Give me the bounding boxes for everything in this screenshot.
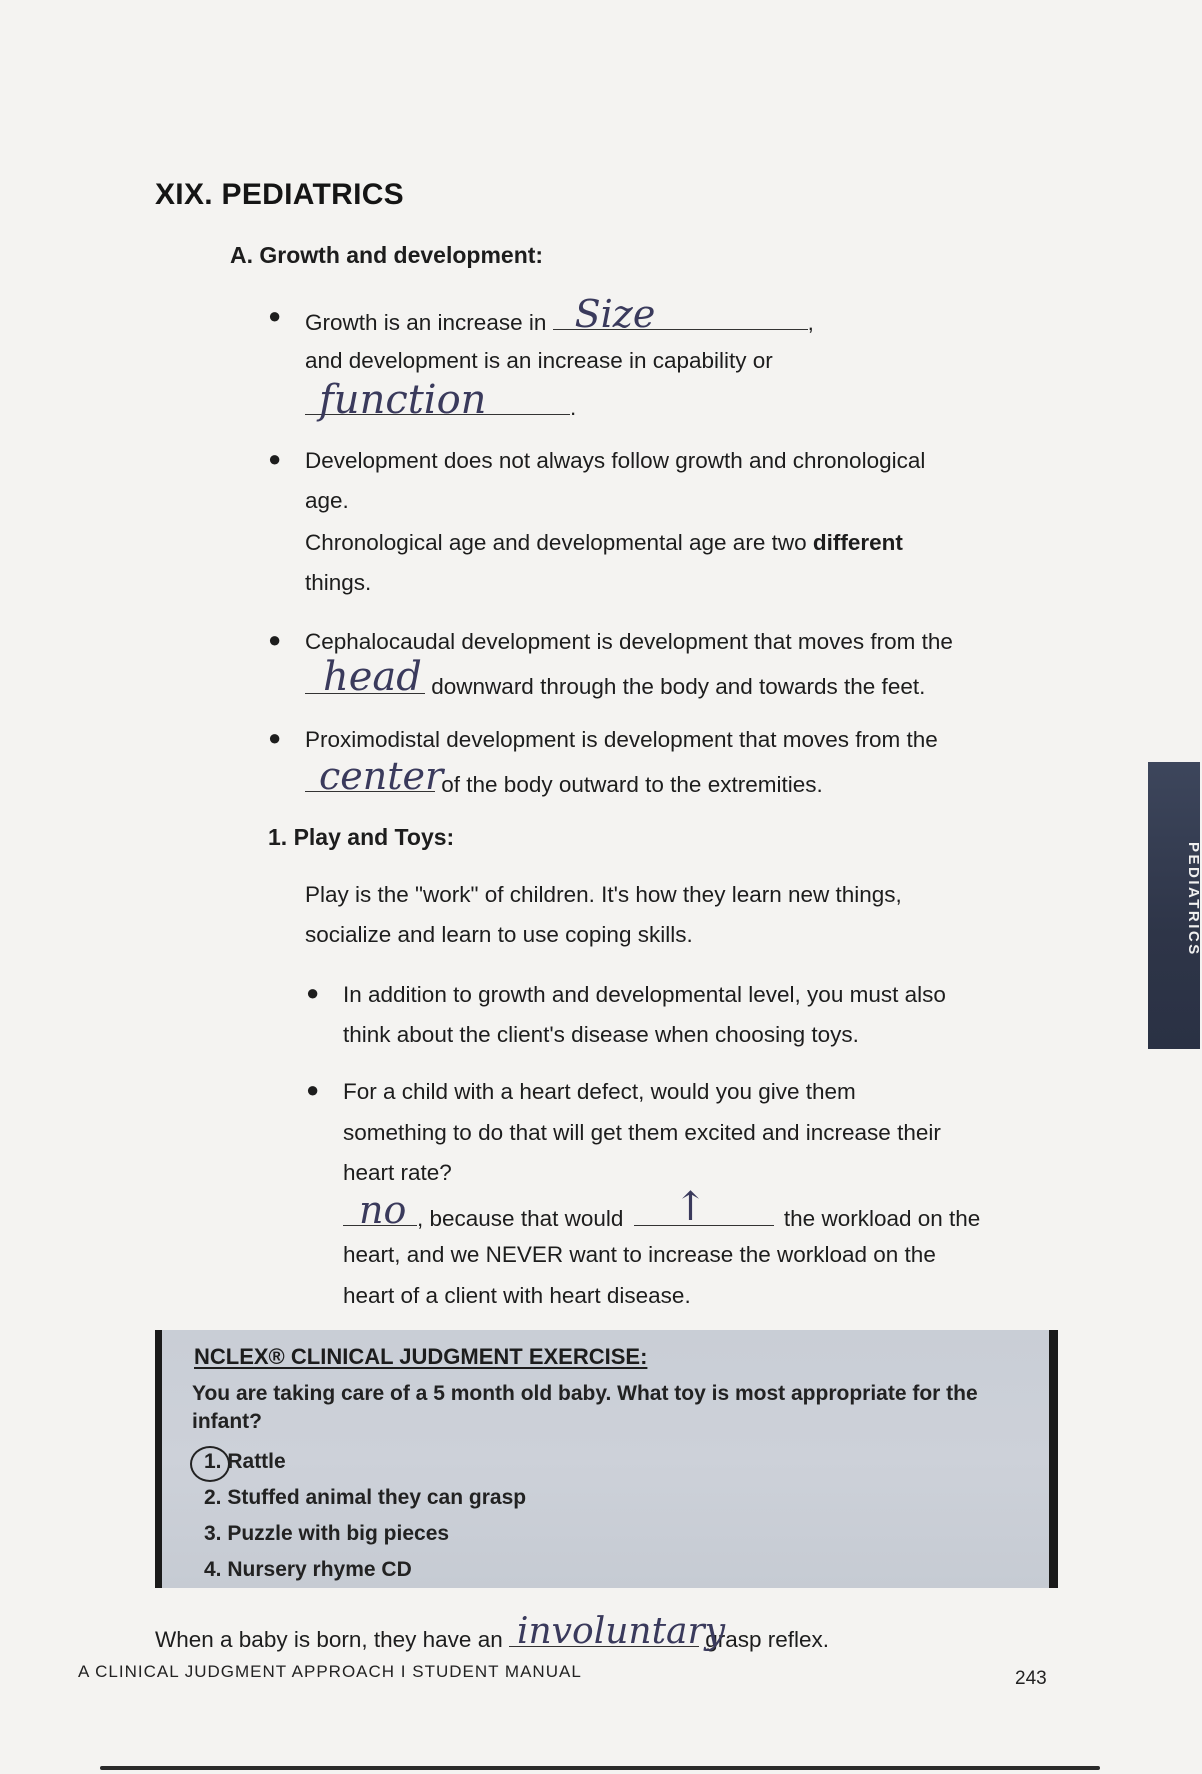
- toys-sb2-line1: For a child with a heart defect, would you give them: [343, 1079, 856, 1104]
- bullet-dot: ●: [268, 725, 282, 750]
- proximo-line1: Proximodistal development is development that moves from the: [305, 727, 938, 752]
- toys-sb2-tail: the workload on the: [783, 1206, 981, 1231]
- reflex-post: grasp reflex.: [705, 1627, 830, 1652]
- handwritten-up-arrow-icon: ↑: [673, 1184, 708, 1230]
- dev-line3: [305, 528, 903, 558]
- toys-sb2-line2: something to do that will get them excited and increase their: [343, 1120, 941, 1145]
- toys-sb2-line6: heart of a client with heart disease.: [343, 1283, 691, 1308]
- toys-sb1-line2: think about the client's disease when choosing toys.: [343, 1022, 859, 1047]
- handwritten-involuntary: involuntary: [516, 1611, 726, 1652]
- handwritten-center: center: [319, 754, 444, 798]
- dev-different-bold: different: [812, 530, 903, 555]
- exercise-option-2[interactable]: 2. Stuffed animal they can grasp: [204, 1486, 527, 1509]
- answer-blank-no[interactable]: [343, 1188, 417, 1232]
- play-para2: socialize and learn to use coping skills.: [305, 922, 693, 947]
- dev-line3-text: Chronological age and developmental age are two: [305, 530, 807, 555]
- exercise-option-4[interactable]: 4. Nursery rhyme CD: [204, 1558, 412, 1581]
- toys-sb2-line4: [343, 1184, 981, 1234]
- play-toys-title: 1. Play and Toys:: [268, 824, 455, 850]
- answer-blank-center[interactable]: [305, 754, 444, 798]
- section-title: XIX. PEDIATRICS: [155, 178, 404, 211]
- cephalo-line1: Cephalocaudal development is development that moves from the: [305, 629, 953, 654]
- bullet-dot: ●: [268, 627, 282, 652]
- proximo-line2: [305, 754, 823, 800]
- reflex-line: [155, 1611, 830, 1655]
- reflex-pre: When a baby is born, they have an: [155, 1627, 503, 1652]
- bottom-edge-rule: [100, 1766, 1100, 1770]
- exercise-option-3[interactable]: 3. Puzzle with big pieces: [204, 1522, 450, 1545]
- toys-sb1-line1: In addition to growth and developmental level, you must also: [343, 982, 946, 1007]
- handwritten-function: function: [319, 377, 487, 423]
- handwritten-no: no: [359, 1188, 407, 1232]
- bullet-dot: ●: [306, 980, 320, 1005]
- answer-blank-head[interactable]: [305, 654, 425, 700]
- handwritten-head: head: [323, 654, 422, 700]
- dev-line1: Development does not always follow growth and chronological: [305, 448, 926, 473]
- bullet-dot: ●: [306, 1077, 320, 1102]
- cephalo-line2: [305, 654, 926, 702]
- handwritten-size: Size: [574, 292, 656, 336]
- bullet-dot: ●: [268, 303, 282, 328]
- growth-line2: and development is an increase in capability or: [305, 348, 773, 373]
- answer-blank-size[interactable]: [553, 292, 808, 336]
- dev-line2: age.: [305, 488, 349, 513]
- dev-line4: things.: [305, 570, 372, 595]
- cephalo-line2-text: downward through the body and towards the feet.: [431, 674, 926, 699]
- toys-sb2-line5: heart, and we NEVER want to increase the workload on the: [343, 1242, 936, 1267]
- nclex-exercise-box: [155, 1330, 1058, 1588]
- exercise-question-line2: infant?: [192, 1410, 262, 1433]
- exercise-title: NCLEX® CLINICAL JUDGMENT EXERCISE:: [194, 1344, 648, 1369]
- exercise-question-line1: You are taking care of a 5 month old baby. What toy is most appropriate for the: [192, 1382, 978, 1405]
- exercise-option-1[interactable]: 1. Rattle: [204, 1450, 286, 1473]
- footer-manual-title: A CLINICAL JUDGMENT APPROACH I STUDENT MANUAL: [78, 1662, 582, 1681]
- pediatrics-side-tab[interactable]: [1148, 762, 1200, 1049]
- page-number: 243: [1015, 1668, 1047, 1689]
- toys-sb2-mid: , because that would: [417, 1206, 624, 1231]
- answer-blank-involuntary[interactable]: [509, 1611, 726, 1652]
- growth-comma: ,: [807, 310, 814, 335]
- growth-prefix: Growth is an increase in: [305, 310, 547, 335]
- function-period: .: [570, 395, 577, 420]
- bullet-growth-line1: [305, 292, 814, 338]
- toys-sb2-line3: heart rate?: [343, 1160, 452, 1185]
- bullet-dot: ●: [268, 446, 282, 471]
- side-tab-label: PEDIATRICS: [1185, 842, 1202, 957]
- proximo-line2-text: of the body outward to the extremities.: [441, 772, 823, 797]
- growth-line3: [305, 377, 577, 423]
- subsection-title: A. Growth and development:: [230, 242, 544, 268]
- play-para1: Play is the "work" of children. It's how they learn new things,: [305, 882, 902, 907]
- answer-blank-function[interactable]: [305, 377, 570, 423]
- exercise-question: [192, 1380, 1032, 1436]
- answer-blank-increase[interactable]: [634, 1184, 774, 1230]
